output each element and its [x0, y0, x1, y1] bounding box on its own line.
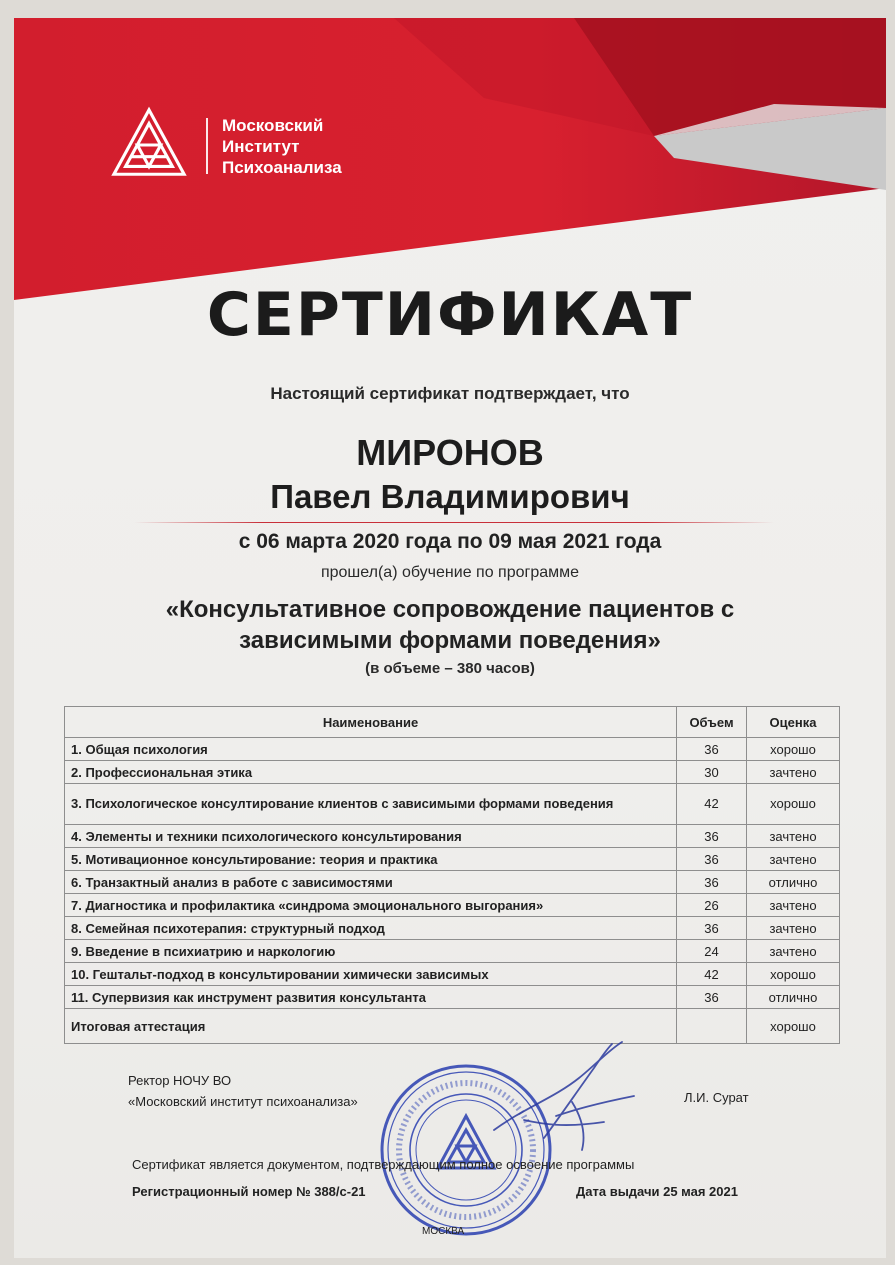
name-underline — [134, 522, 774, 523]
certificate-note: Сертификат является документом, подтверждающим полное освоение программы — [132, 1157, 635, 1172]
subject-volume: 36 — [677, 825, 747, 848]
subject-grade: хорошо — [747, 963, 840, 986]
subject-name: 7. Диагностика и профилактика «синдрома эмоционального выгорания» — [65, 894, 677, 917]
final-attestation-name: Итоговая аттестация — [65, 1009, 677, 1044]
confirm-text: Настоящий сертификат подтверждает, что — [270, 384, 630, 403]
signatory-line2: «Московский институт психоанализа» — [128, 1094, 358, 1109]
table-row — [65, 784, 840, 825]
certificate-title: СЕРТИФИКАТ — [206, 280, 694, 350]
subject-volume: 42 — [677, 963, 747, 986]
header-grade: Оценка — [747, 707, 840, 738]
subjects-table — [64, 706, 840, 1044]
subject-volume: 36 — [677, 986, 747, 1009]
registration-number: Регистрационный номер № 388/с-21 — [132, 1184, 366, 1199]
subject-volume: 36 — [677, 871, 747, 894]
subject-name: 11. Супервизия как инструмент развития консультанта — [65, 986, 677, 1009]
subject-grade: отлично — [747, 871, 840, 894]
table-row — [65, 986, 840, 1009]
subject-grade: хорошо — [747, 738, 840, 761]
final-attestation-grade: хорошо — [747, 1009, 840, 1044]
subject-grade: зачтено — [747, 848, 840, 871]
subject-name: 8. Семейная психотерапия: структурный подход — [65, 917, 677, 940]
table-header-row — [65, 707, 840, 738]
table-row — [65, 825, 840, 848]
recipient-surname: МИРОНОВ — [356, 432, 544, 473]
certificate-page — [14, 18, 886, 1258]
program-hours: (в объеме – 380 часов) — [365, 660, 535, 677]
table-row — [65, 963, 840, 986]
subject-grade: хорошо — [747, 784, 840, 825]
subject-grade: зачтено — [747, 761, 840, 784]
institute-logo-icon — [110, 106, 188, 184]
subject-name: 2. Профессиональная этика — [65, 761, 677, 784]
subject-volume: 36 — [677, 738, 747, 761]
rector-signature-icon — [484, 1038, 644, 1158]
subject-name: 10. Гештальт-подход в консультировании химически зависимых — [65, 963, 677, 986]
passed-text: прошел(а) обучение по программе — [320, 564, 580, 581]
header-name: Наименование — [65, 707, 677, 738]
program-title-line2: зависимыми формами поведения» — [239, 627, 661, 654]
subject-volume: 36 — [677, 917, 747, 940]
subject-volume: 26 — [677, 894, 747, 917]
final-attestation-row — [65, 1009, 840, 1044]
table-row — [65, 940, 840, 963]
institute-name-line2: Институт — [222, 137, 300, 156]
subject-name: 9. Введение в психиатрию и наркологию — [65, 940, 677, 963]
subject-grade: зачтено — [747, 894, 840, 917]
signatory-title — [128, 1070, 358, 1112]
subject-volume: 24 — [677, 940, 747, 963]
subject-name: 3. Психологическое консултирование клиентов с зависимыми формами поведения — [65, 784, 677, 825]
subject-grade: зачтено — [747, 940, 840, 963]
subject-volume: 42 — [677, 784, 747, 825]
subject-name: 4. Элементы и техники психологического консультирования — [65, 825, 677, 848]
signatory-name: Л.И. Сурат — [684, 1090, 749, 1105]
table-row — [65, 738, 840, 761]
city-label: МОСКВА — [422, 1226, 465, 1237]
table-row — [65, 871, 840, 894]
program-title — [14, 594, 886, 656]
subject-grade: отлично — [747, 986, 840, 1009]
logo-divider — [206, 118, 208, 174]
institute-name-line1: Московский — [222, 116, 324, 135]
table-row — [65, 761, 840, 784]
table-row — [65, 894, 840, 917]
subject-name: 5. Мотивационное консультирование: теория и практика — [65, 848, 677, 871]
final-attestation-volume — [677, 1009, 747, 1044]
program-title-line1: «Консультативное сопровождение пациентов с — [165, 596, 735, 623]
recipient-name: Павел Владимирович — [270, 478, 630, 515]
institute-name-line3: Психоанализа — [222, 158, 342, 177]
table-row — [65, 848, 840, 871]
subject-volume: 30 — [677, 761, 747, 784]
header-volume: Объем — [677, 707, 747, 738]
subject-name: 1. Общая психология — [65, 738, 677, 761]
subject-grade: зачтено — [747, 917, 840, 940]
subject-volume: 36 — [677, 848, 747, 871]
subject-grade: зачтено — [747, 825, 840, 848]
institute-name — [222, 115, 342, 178]
table-row — [65, 917, 840, 940]
subject-name: 6. Транзактный анализ в работе с зависимостями — [65, 871, 677, 894]
issue-date: Дата выдачи 25 мая 2021 — [576, 1184, 738, 1199]
study-period: с 06 марта 2020 года по 09 мая 2021 года — [238, 530, 662, 553]
signatory-line1: Ректор НОЧУ ВО — [128, 1073, 232, 1088]
